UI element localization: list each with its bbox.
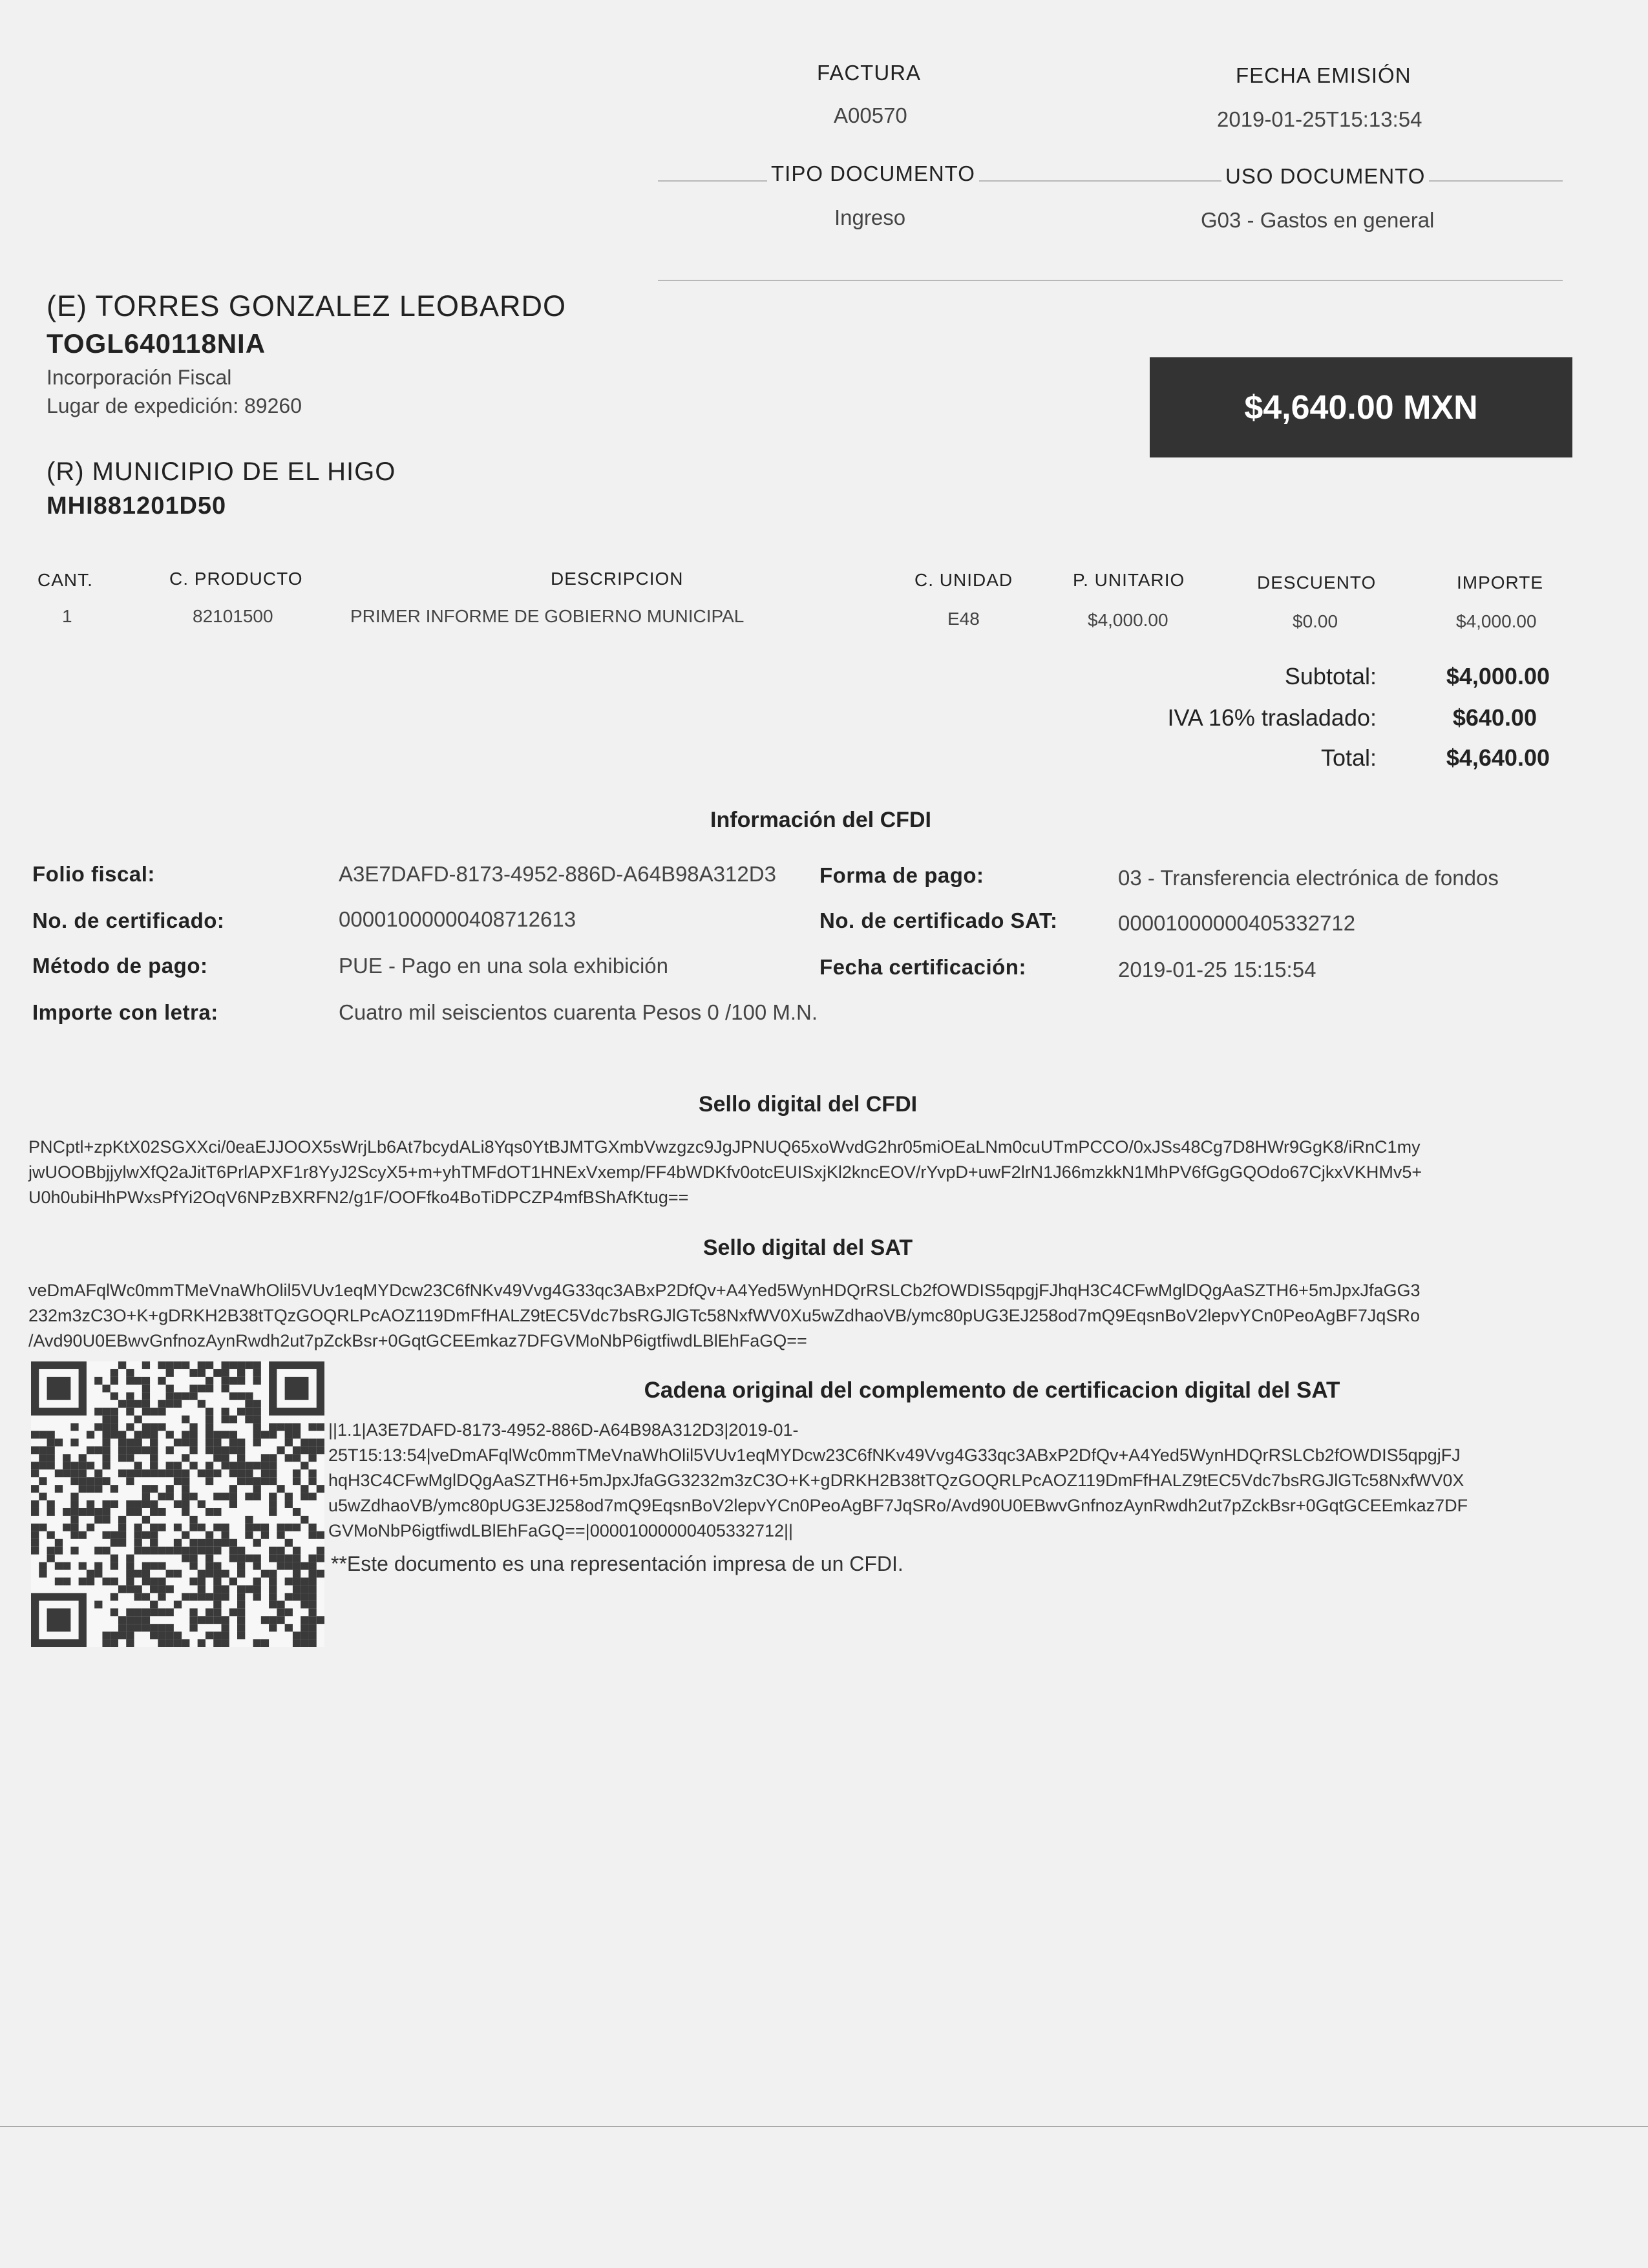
iva-label: IVA 16% trasladado: [1167, 704, 1377, 731]
col-header-unitario: P. UNITARIO [1073, 570, 1185, 590]
row-producto: 82101500 [193, 606, 273, 626]
col-header-unidad: C. UNIDAD [914, 570, 1013, 590]
cadena-line: GVMoNbP6igtfiwdLBlEhFaGQ==|00001000000405332712|| [328, 1521, 794, 1540]
fecha-certificacion-value: 2019-01-25 15:15:54 [1118, 958, 1316, 982]
metodo-pago-value: PUE - Pago en una sola exhibición [339, 954, 668, 978]
sello-sat-line: /Avd90U0EBwvGnfnozAynRwdh2ut7pZckBsr+0GqtGCEEmkaz7DFGVMoNbP6igtfiwdLBlEhFaGQ== [28, 1331, 807, 1350]
total-value: $4,640.00 [1446, 744, 1550, 771]
cadena-line: 25T15:13:54|veDmAFqlWc0mmTMeVnaWhOlil5VUv1eqMYDcw23C6fNKv49Vvg4G33qc3ABxP2DfQv+A4Yed5WynHDQrRSLCb2fOWDIS5qpgjFJ [328, 1445, 1461, 1465]
folio-fiscal-value: A3E7DAFD-8173-4952-886D-A64B98A312D3 [339, 862, 776, 886]
importe-letra-value: Cuatro mil seiscientos cuarenta Pesos 0 /100 M.N. [339, 1000, 818, 1024]
folio-fiscal-label: Folio fiscal: [32, 862, 155, 886]
qr-code [31, 1361, 324, 1647]
certificado-sat-value: 00001000000405332712 [1118, 911, 1356, 935]
factura-label: FACTURA [817, 61, 922, 85]
row-importe: $4,000.00 [1456, 611, 1537, 631]
sello-sat-line: 232m3zC3O+K+gDRKH2B38tTQzGOQRLPcAOZ119DmFfHALZ9tEC5Vdc7bsRGJlGTc58NxfWV0Xu5wZdhaoVB/ymc80pUG3EJ258od7mQ9EqsnBoV2lepvYCn0PeoAgBF7JqSRo [28, 1306, 1420, 1325]
forma-pago-value: 03 - Transferencia electrónica de fondos [1118, 866, 1499, 890]
forma-pago-label: Forma de pago: [819, 863, 984, 887]
certificado-label: No. de certificado: [32, 908, 225, 932]
row-unitario: $4,000.00 [1088, 610, 1168, 630]
importe-letra-label: Importe con letra: [32, 1000, 218, 1024]
cfdi-note: **Este documento es una representación impresa de un CFDI. [331, 1552, 903, 1575]
cfdi-info-title: Información del CFDI [710, 808, 931, 832]
row-cant: 1 [62, 606, 72, 626]
fecha-certificacion-label: Fecha certificación: [819, 955, 1026, 979]
sello-sat-text [28, 1278, 1579, 1354]
row-descripcion: PRIMER INFORME DE GOBIERNO MUNICIPAL [350, 606, 745, 626]
total-amount-box: $4,640.00 MXN [1150, 357, 1572, 457]
col-header-descripcion: DESCRIPCION [551, 569, 684, 589]
header-divider-2 [658, 280, 1563, 281]
cadena-line: u5wZdhaoVB/ymc80pUG3EJ258od7mQ9EqsnBoV2lepvYCn0PeoAgBF7JqSRo/Avd90U0EBwvGnfnozAynRwdh2ut7pZckBsr+0GqtGCEEmkaz7DF [328, 1496, 1468, 1515]
emisor-regimen: Incorporación Fiscal [47, 366, 232, 389]
lugar-expedicion: Lugar de expedición: 89260 [47, 394, 302, 417]
col-header-descuento: DESCUENTO [1257, 572, 1377, 593]
fecha-emision-value: 2019-01-25T15:13:54 [1217, 107, 1422, 131]
uso-documento-value: G03 - Gastos en general [1201, 208, 1435, 232]
metodo-pago-label: Método de pago: [32, 954, 208, 978]
sello-cfdi-line: jwUOOBbjjylwXfQ2aJitT6PrlAPXF1r8YyJ2ScyX5+m+yhTMFdOT1HNExVxemp/FF4bWDKfv0otcEUISxjKl2kncEOV/rYvpD+uwF2lrN1J66mzkkN1MhPV6fGgGQOdo67CjkxVKHMv5+ [28, 1162, 1422, 1182]
emisor-name: (E) TORRES GONZALEZ LEOBARDO [47, 289, 566, 322]
certificado-value: 00001000000408712613 [339, 907, 576, 931]
cadena-line: hqH3C4CFwMglDQgAaSZTH6+5mJpxJfaGG3232m3zC3O+K+gDRKH2B38tTQzGOQRLPcAOZ119DmFfHALZ9tEC5Vdc7bsRGJlGTc58NxfWV0X [328, 1471, 1464, 1490]
sello-sat-title: Sello digital del SAT [703, 1235, 913, 1260]
subtotal-label: Subtotal: [1284, 663, 1377, 689]
sello-cfdi-text [28, 1135, 1579, 1210]
footer-divider [0, 2126, 1648, 2127]
sello-cfdi-title: Sello digital del CFDI [698, 1092, 918, 1117]
row-descuento: $0.00 [1293, 611, 1338, 631]
sello-cfdi-line: U0h0ubiHhPWxsPfYi2OqV6NPzBXRFN2/g1F/OOFfko4BoTiDPCZP4mfBShAfKtug== [28, 1188, 689, 1207]
receptor-rfc: MHI881201D50 [47, 492, 227, 520]
tipo-documento-label: TIPO DOCUMENTO [767, 162, 979, 186]
sello-cfdi-line: PNCptl+zpKtX02SGXXci/0eaEJJOOX5sWrjLb6At7bcydALi8Yqs0YtBJMTGXmbVwzgzc9JgJPNUQ65xoWvdG2hr05miOEaLNm0cuUTmPCCO/0xJSs48Cg7D8HWr9GgK8/iRnC1my [28, 1137, 1421, 1157]
certificado-sat-label: No. de certificado SAT: [819, 908, 1058, 932]
sello-sat-line: veDmAFqlWc0mmTMeVnaWhOlil5VUv1eqMYDcw23C6fNKv49Vvg4G33qc3ABxP2DfQv+A4Yed5WynHDQrRSLCb2fOWDIS5qpgjFJhqH3C4CFwMglDQgAaSZTH6+5mJpxJfaGG3 [28, 1281, 1421, 1300]
col-header-cant: CANT. [37, 570, 93, 590]
col-header-importe: IMPORTE [1457, 572, 1544, 593]
factura-value: A00570 [834, 103, 907, 127]
iva-value: $640.00 [1452, 704, 1537, 731]
total-label: Total: [1320, 744, 1377, 771]
col-header-producto: C. PRODUCTO [169, 569, 303, 589]
cadena-original-title: Cadena original del complemento de certificacion digital del SAT [644, 1378, 1340, 1403]
cadena-line: ||1.1|A3E7DAFD-8173-4952-886D-A64B98A312D3|2019-01- [328, 1420, 799, 1440]
subtotal-value: $4,000.00 [1446, 663, 1550, 689]
uso-documento-label: USO DOCUMENTO [1221, 164, 1429, 189]
emisor-rfc: TOGL640118NIA [47, 328, 266, 359]
row-unidad: E48 [947, 609, 980, 629]
fecha-emision-label: FECHA EMISIÓN [1236, 63, 1411, 87]
tipo-documento-value: Ingreso [834, 205, 906, 229]
cadena-original-text [328, 1418, 1589, 1544]
receptor-name: (R) MUNICIPIO DE EL HIGO [47, 457, 396, 486]
